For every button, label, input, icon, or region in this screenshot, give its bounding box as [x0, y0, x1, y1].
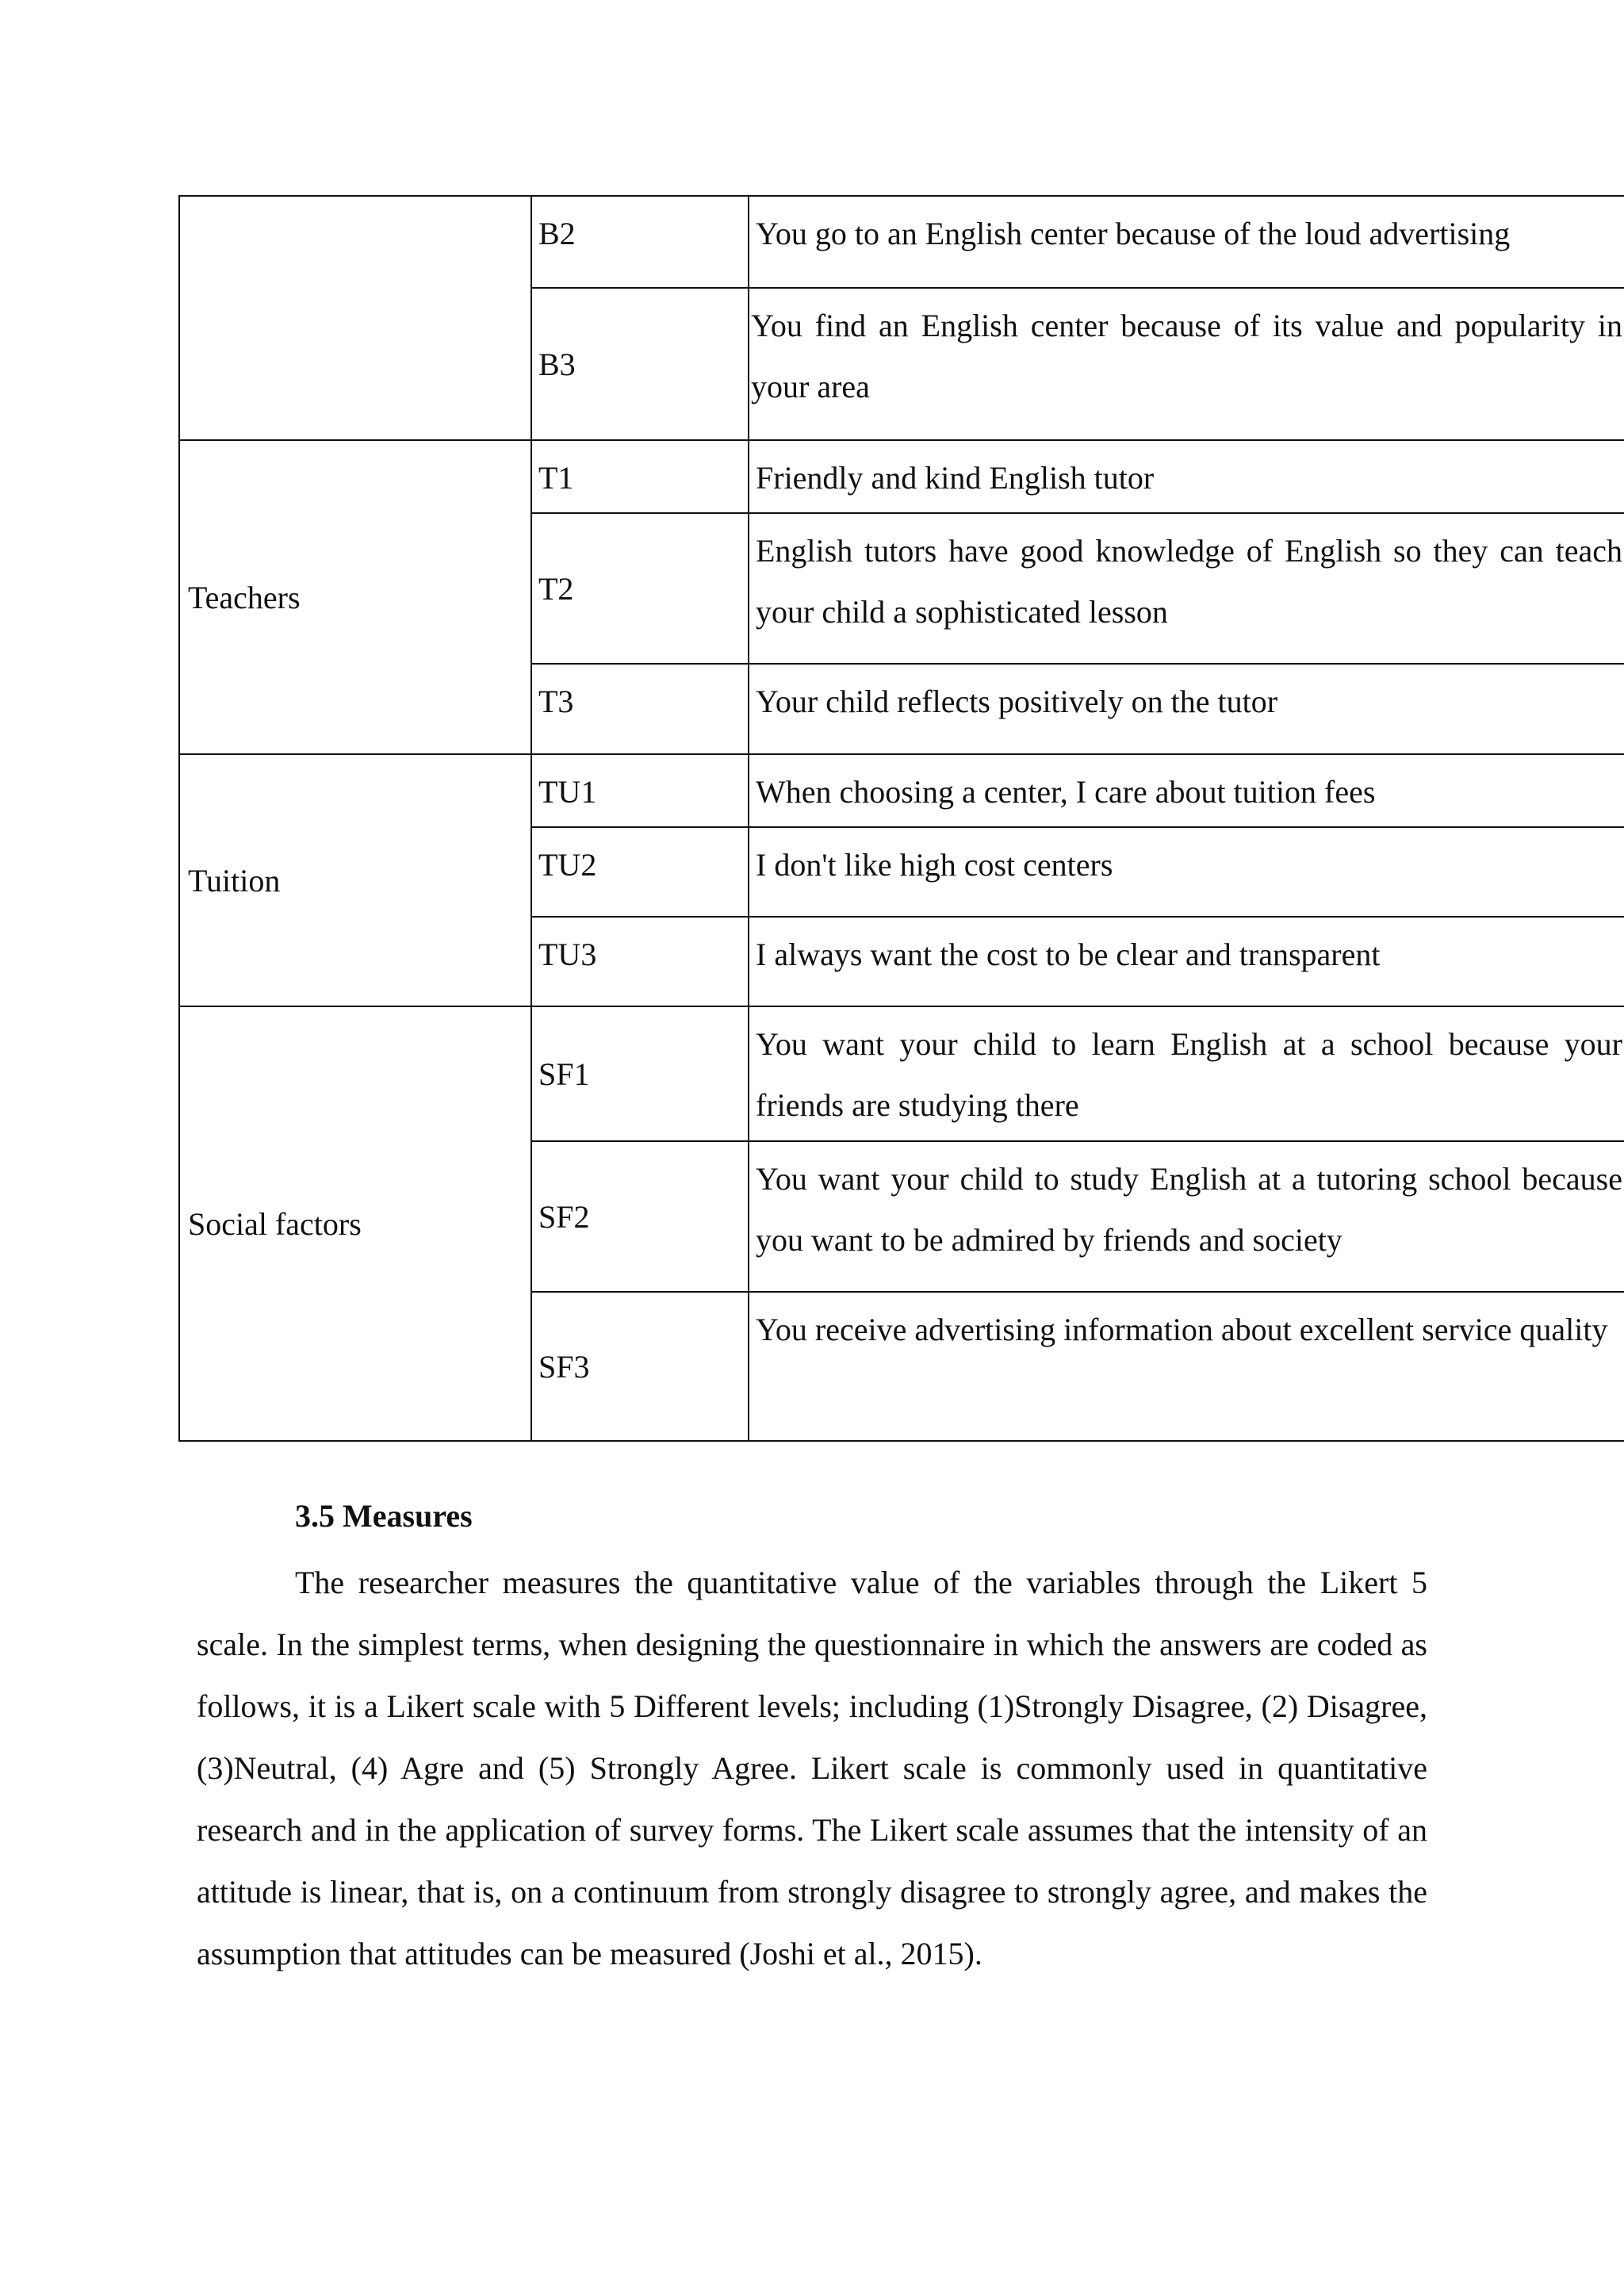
description-cell: Your child reflects positively on the tutor — [749, 664, 1624, 754]
section-heading: 3.5 Measures — [295, 1498, 473, 1534]
code-cell: B3 — [531, 288, 749, 440]
description-cell: You want your child to learn English at a school because your friends are studying there — [749, 1006, 1624, 1141]
code-cell: SF1 — [531, 1006, 749, 1141]
factor-cell — [179, 196, 531, 440]
table-row — [179, 754, 1624, 827]
code-cell: B2 — [531, 196, 749, 288]
code-cell: SF2 — [531, 1141, 749, 1292]
section-paragraph: The researcher measures the quantitative value of the variables through the Likert 5 scale. In the simplest terms, when designing the questionnaire in which the answers are coded as follows, it is a Likert scale with 5 Different levels; including (1)Strongly Disagree, (2) Disagree, (3)Neutral, (4) Agre and (5) Strongly Agree. Likert scale is commonly used in quantitative research and in the application of survey forms. The Likert scale assumes that the intensity of an attitude is linear, that is, on a continuum from strongly disagree to strongly agree, and makes the assumption that attitudes can be measured (Joshi et al., 2015). — [197, 1565, 1427, 1971]
table-row — [179, 196, 1624, 288]
description-cell: You go to an English center because of the loud advertising — [749, 196, 1624, 288]
factor-cell-social-factors: Social factors — [179, 1006, 531, 1441]
description-cell: You receive advertising information about excellent service quality — [749, 1292, 1624, 1441]
code-cell: TU2 — [531, 827, 749, 917]
description-cell: I always want the cost to be clear and transparent — [749, 917, 1624, 1006]
measurement-scale-table — [178, 195, 1624, 1442]
factor-cell-tuition: Tuition — [179, 754, 531, 1006]
code-cell: T3 — [531, 664, 749, 754]
code-cell: T1 — [531, 440, 749, 513]
description-cell: English tutors have good knowledge of English so they can teach your child a sophisticated lesson — [749, 513, 1624, 664]
factor-cell-teachers: Teachers — [179, 440, 531, 754]
description-cell: You want your child to study English at a tutoring school because you want to be admired by friends and society — [749, 1141, 1624, 1292]
code-cell: T2 — [531, 513, 749, 664]
code-cell: SF3 — [531, 1292, 749, 1441]
code-cell: TU1 — [531, 754, 749, 827]
description-cell: When choosing a center, I care about tuition fees — [749, 754, 1624, 827]
table-row — [179, 1006, 1624, 1141]
description-cell: Friendly and kind English tutor — [749, 440, 1624, 513]
code-cell: TU3 — [531, 917, 749, 1006]
description-cell: You find an English center because of its value and popularity in your area — [749, 288, 1624, 440]
description-cell: I don't like high cost centers — [749, 827, 1624, 917]
table-row — [179, 440, 1624, 513]
